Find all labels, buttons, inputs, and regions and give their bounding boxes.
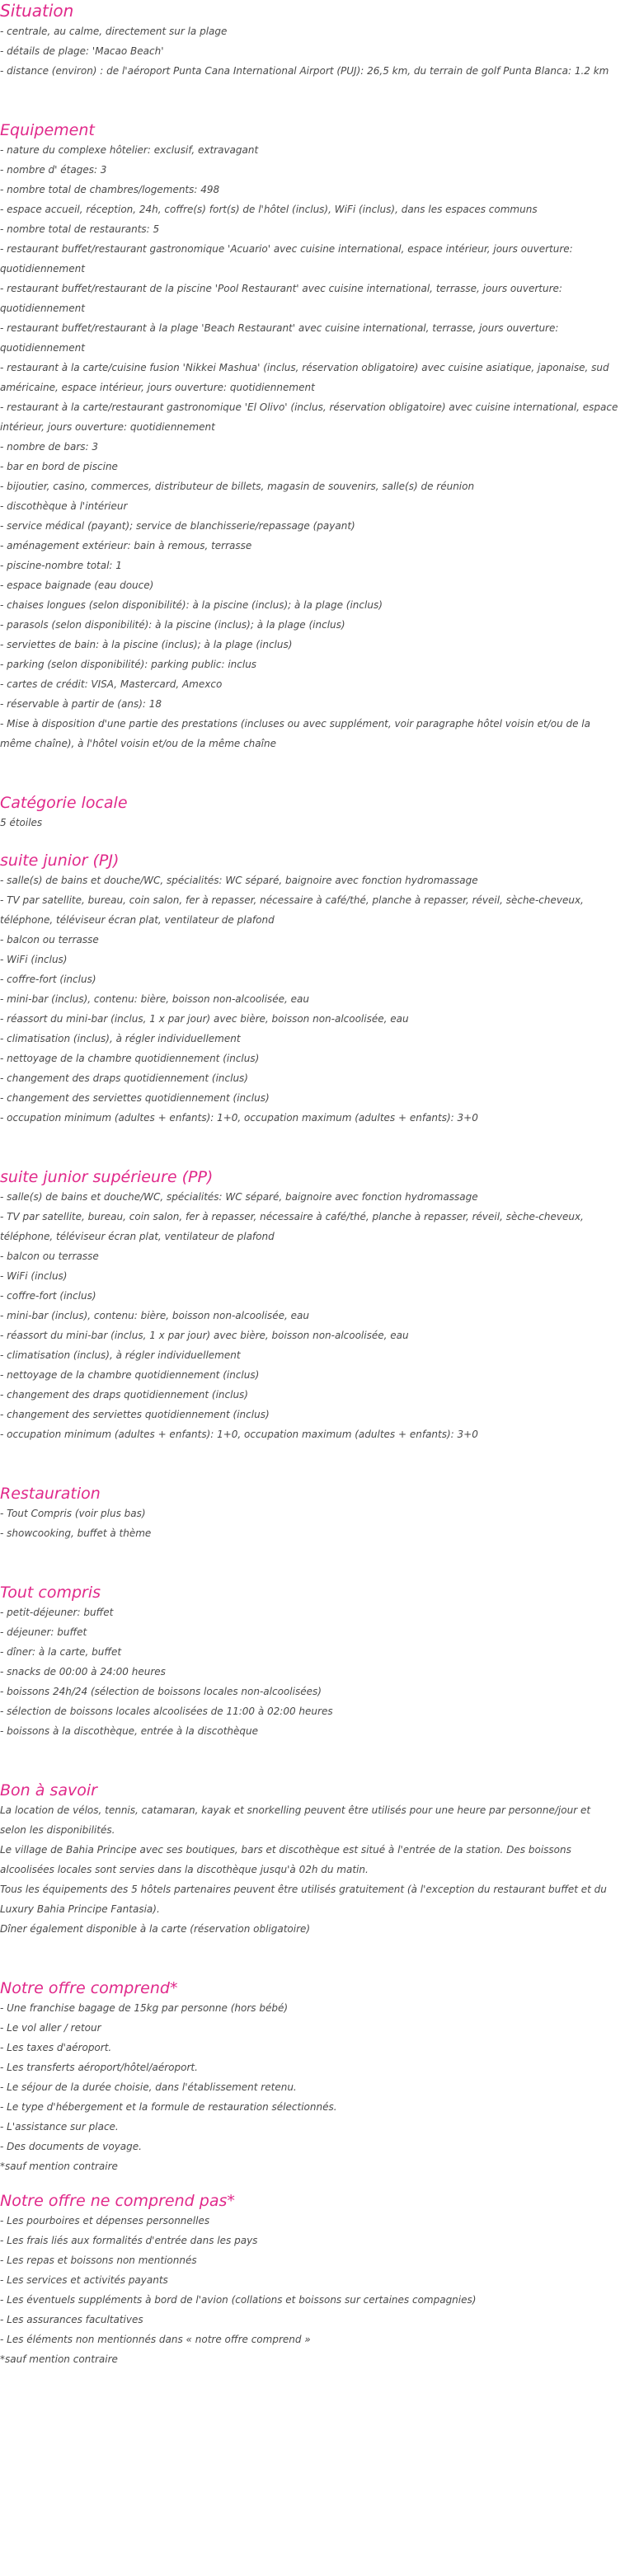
categorie-line: 5 étoiles (0, 817, 43, 828)
equipement-line: - nombre de bars: 3 (0, 441, 98, 453)
equipement-line: - piscine-nombre total: 1 (0, 560, 122, 571)
suite-junior-line: - balcon ou terrasse (0, 934, 99, 945)
heading-equipement: Equipement (0, 121, 95, 139)
equipement-line: - bijoutier, casino, commerces, distributeur de billets, magasin de souvenirs, salle(s) de réunion (0, 481, 475, 492)
section-offre-ne-comprend-pas (0, 2191, 618, 2369)
suite-junior-sup-line: - TV par satellite, bureau, coin salon, fer à repasser, nécessaire à café/thé, planche à repasser, réveil, sèche-cheveux, téléphone, téléviseur écran plat, ventilateur de plafond (0, 1211, 584, 1242)
heading-offre-comprend: Notre offre comprend* (0, 1979, 178, 1997)
equipement-line: - restaurant buffet/restaurant gastronomique 'Acuario' avec cuisine international, espace intérieur, jours ouverture: quotidiennement (0, 243, 573, 274)
offre-ne-comprend-pas-line: - Les frais liés aux formalités d'entrée dans les pays (0, 2235, 258, 2246)
tout-compris-line: - snacks de 00:00 à 24:00 heures (0, 1666, 166, 1677)
heading-suite-junior: suite junior (PJ) (0, 852, 120, 870)
section-suite-junior (0, 851, 618, 1128)
tout-compris-lines (0, 1602, 618, 1741)
situation-lines (0, 21, 618, 81)
situation-line: - centrale, au calme, directement sur la plage (0, 26, 228, 37)
bon-a-savoir-line: Dîner également disponible à la carte (réservation obligatoire) (0, 1923, 311, 1935)
tout-compris-line: - petit-déjeuner: buffet (0, 1607, 114, 1618)
suite-junior-line: - WiFi (inclus) (0, 954, 68, 965)
section-offre-comprend (0, 1978, 618, 2176)
suite-junior-sup-line: - climatisation (inclus), à régler individuellement (0, 1349, 241, 1361)
suite-junior-sup-line: - WiFi (inclus) (0, 1270, 68, 1282)
equipement-line: - nature du complexe hôtelier: exclusif, extravagant (0, 144, 259, 156)
section-suite-junior-superieure (0, 1167, 618, 1444)
suite-junior-line: - nettoyage de la chambre quotidiennement (inclus) (0, 1053, 260, 1064)
bon-a-savoir-line: La location de vélos, tennis, catamaran, kayak et snorkelling peuvent être utilisés pour une heure par personne/jour et selon les disponibilités. (0, 1804, 591, 1836)
offre-ne-comprend-pas-line: - Les éventuels suppléments à bord de l'avion (collations et boissons sur certaines compagnies) (0, 2294, 477, 2306)
offre-ne-comprend-pas-line: - Les pourboires et dépenses personnelles (0, 2215, 210, 2226)
equipement-line: - nombre total de restaurants: 5 (0, 223, 160, 235)
section-categorie-locale (0, 793, 618, 833)
offre-ne-comprend-pas-line: - Les éléments non mentionnés dans « notre offre comprend » (0, 2334, 311, 2345)
offre-ne-comprend-pas-lines (0, 2211, 618, 2369)
section-equipement (0, 120, 618, 753)
heading-situation: Situation (0, 1, 74, 21)
suite-junior-sup-line: - mini-bar (inclus), contenu: bière, boisson non-alcoolisée, eau (0, 1310, 309, 1321)
suite-junior-line: - TV par satellite, bureau, coin salon, fer à repasser, nécessaire à café/thé, planche à repasser, réveil, sèche-cheveux, téléphone, téléviseur écran plat, ventilateur de plafond (0, 894, 584, 926)
suite-junior-line: - mini-bar (inclus), contenu: bière, boisson non-alcoolisée, eau (0, 993, 309, 1005)
tout-compris-line: - boissons à la discothèque, entrée à la discothèque (0, 1725, 259, 1737)
suite-junior-sup-line: - salle(s) de bains et douche/WC, spécialités: WC séparé, baignoire avec fonction hydromassage (0, 1191, 478, 1203)
suite-junior-line: - occupation minimum (adultes + enfants): 1+0, occupation maximum (adultes + enfants): 3+0 (0, 1112, 478, 1124)
suite-junior-line: - coffre-fort (inclus) (0, 974, 96, 985)
suite-junior-sup-line: - coffre-fort (inclus) (0, 1290, 96, 1302)
equipement-line: - chaises longues (selon disponibilité): à la piscine (inclus); à la plage (inclus) (0, 599, 383, 611)
offre-comprend-line: - Le type d'hébergement et la formule de restauration sélectionnés. (0, 2101, 337, 2113)
heading-restauration: Restauration (0, 1485, 101, 1503)
offre-ne-comprend-pas-footnote: *sauf mention contraire (0, 2353, 118, 2365)
suite-junior-sup-line: - balcon ou terrasse (0, 1250, 99, 1262)
offre-ne-comprend-pas-line: - Les repas et boissons non mentionnés (0, 2255, 197, 2266)
equipement-line: - espace baignade (eau douce) (0, 579, 154, 591)
equipement-line: - espace accueil, réception, 24h, coffre(s) fort(s) de l'hôtel (inclus), WiFi (inclus), dans les espaces communs (0, 204, 538, 215)
tout-compris-line: - déjeuner: buffet (0, 1626, 87, 1638)
suite-junior-sup-line: - réassort du mini-bar (inclus, 1 x par jour) avec bière, boisson non-alcoolisée, eau (0, 1330, 409, 1341)
offre-ne-comprend-pas-line: - Les services et activités payants (0, 2274, 168, 2286)
offre-comprend-lines (0, 1998, 618, 2176)
offre-comprend-line: - Les taxes d'aéroport. (0, 2042, 112, 2053)
situation-line: - détails de plage: 'Macao Beach' (0, 45, 164, 57)
equipement-lines (0, 140, 618, 753)
equipement-line: - restaurant buffet/restaurant à la plage 'Beach Restaurant' avec cuisine international, terrasse, jours ouverture: quotidiennement (0, 322, 559, 354)
section-bon-a-savoir (0, 1781, 618, 1939)
equipement-line: - cartes de crédit: VISA, Mastercard, Amexco (0, 678, 223, 690)
suite-junior-line: - climatisation (inclus), à régler individuellement (0, 1033, 241, 1044)
offre-comprend-footnote: *sauf mention contraire (0, 2161, 118, 2172)
equipement-line: - discothèque à l'intérieur (0, 500, 128, 512)
bon-a-savoir-line: Le village de Bahia Principe avec ses boutiques, bars et discothèque est situé à l'entrée de la station. Des boissons alcoolisées locales sont servies dans la discothèque jusqu'à 02h du matin. (0, 1844, 571, 1875)
offre-comprend-line: - Une franchise bagage de 15kg par personne (hors bébé) (0, 2002, 289, 2014)
restauration-lines (0, 1504, 618, 1543)
equipement-line: - parking (selon disponibilité): parking public: inclus (0, 659, 257, 670)
equipement-line: - aménagement extérieur: bain à remous, terrasse (0, 540, 252, 551)
equipement-line: - parasols (selon disponibilité): à la piscine (inclus); à la plage (inclus) (0, 619, 345, 631)
heading-offre-ne-comprend-pas: Notre offre ne comprend pas* (0, 2192, 235, 2210)
suite-junior-line: - salle(s) de bains et douche/WC, spécialités: WC séparé, baignoire avec fonction hydromassage (0, 875, 478, 886)
categorie-lines (0, 813, 618, 833)
bon-a-savoir-line: Tous les équipements des 5 hôtels partenaires peuvent être utilisés gratuitement (à l'exception du restaurant buffet et du Luxury Bahia Principe Fantasia). (0, 1884, 607, 1915)
equipement-line: - nombre d' étages: 3 (0, 164, 107, 176)
suite-junior-line: - changement des serviettes quotidiennement (inclus) (0, 1092, 270, 1104)
tout-compris-line: - boissons 24h/24 (sélection de boissons locales non-alcoolisées) (0, 1686, 322, 1697)
offre-comprend-line: - Le séjour de la durée choisie, dans l'établissement retenu. (0, 2081, 297, 2093)
suite-junior-sup-lines (0, 1187, 618, 1444)
equipement-line: - nombre total de chambres/logements: 498 (0, 184, 220, 195)
equipement-line: - restaurant à la carte/restaurant gastronomique 'El Olivo' (inclus, réservation obligatoire) avec cuisine international, espace intérieur, jours ouverture: quotidiennement (0, 401, 618, 433)
suite-junior-sup-line: - changement des serviettes quotidiennement (inclus) (0, 1409, 270, 1420)
heading-bon-a-savoir: Bon à savoir (0, 1781, 97, 1799)
suite-junior-sup-line: - changement des draps quotidiennement (inclus) (0, 1389, 248, 1401)
offre-comprend-line: - Le vol aller / retour (0, 2022, 101, 2034)
equipement-line: - restaurant buffet/restaurant de la piscine 'Pool Restaurant' avec cuisine international, terrasse, jours ouverture: quotidiennement (0, 283, 562, 314)
offre-comprend-line: - Des documents de voyage. (0, 2141, 142, 2152)
section-tout-compris (0, 1583, 618, 1741)
offre-comprend-line: - L'assistance sur place. (0, 2121, 119, 2133)
offre-ne-comprend-pas-line: - Les assurances facultatives (0, 2314, 143, 2325)
bon-a-savoir-lines (0, 1800, 618, 1939)
heading-suite-junior-superieure: suite junior supérieure (PP) (0, 1168, 214, 1186)
situation-line: - distance (environ) : de l'aéroport Punta Cana International Airport (PUJ): 26,5 km, du terrain de golf Punta Blanca: 1.2 km (0, 65, 609, 77)
equipement-line: - restaurant à la carte/cuisine fusion 'Nikkei Mashua' (inclus, réservation obligatoire) avec cuisine asiatique, japonaise, sud américaine, espace intérieur, jours ouverture: quotidiennement (0, 362, 609, 393)
equipement-line: - serviettes de bain: à la piscine (inclus); à la plage (inclus) (0, 639, 293, 650)
suite-junior-sup-line: - occupation minimum (adultes + enfants): 1+0, occupation maximum (adultes + enfants): 3+0 (0, 1429, 478, 1440)
equipement-line: - Mise à disposition d'une partie des prestations (incluses ou avec supplément, voir paragraphe hôtel voisin et/ou de la même chaîne), à l'hôtel voisin et/ou de la même chaîne (0, 718, 590, 749)
restauration-line: - Tout Compris (voir plus bas) (0, 1508, 146, 1519)
suite-junior-lines (0, 870, 618, 1128)
offre-comprend-line: - Les transferts aéroport/hôtel/aéroport. (0, 2062, 198, 2073)
section-restauration (0, 1484, 618, 1543)
section-situation (0, 0, 618, 81)
restauration-line: - showcooking, buffet à thème (0, 1527, 152, 1539)
suite-junior-sup-line: - nettoyage de la chambre quotidiennement (inclus) (0, 1369, 260, 1381)
heading-categorie-locale: Catégorie locale (0, 794, 128, 812)
heading-tout-compris: Tout compris (0, 1584, 101, 1602)
tout-compris-line: - sélection de boissons locales alcoolisées de 11:00 à 02:00 heures (0, 1706, 333, 1717)
tout-compris-line: - dîner: à la carte, buffet (0, 1646, 122, 1658)
equipement-line: - service médical (payant); service de blanchisserie/repassage (payant) (0, 520, 355, 532)
suite-junior-line: - réassort du mini-bar (inclus, 1 x par jour) avec bière, boisson non-alcoolisée, eau (0, 1013, 409, 1025)
equipement-line: - réservable à partir de (ans): 18 (0, 698, 162, 710)
equipement-line: - bar en bord de piscine (0, 461, 118, 472)
suite-junior-line: - changement des draps quotidiennement (inclus) (0, 1072, 248, 1084)
